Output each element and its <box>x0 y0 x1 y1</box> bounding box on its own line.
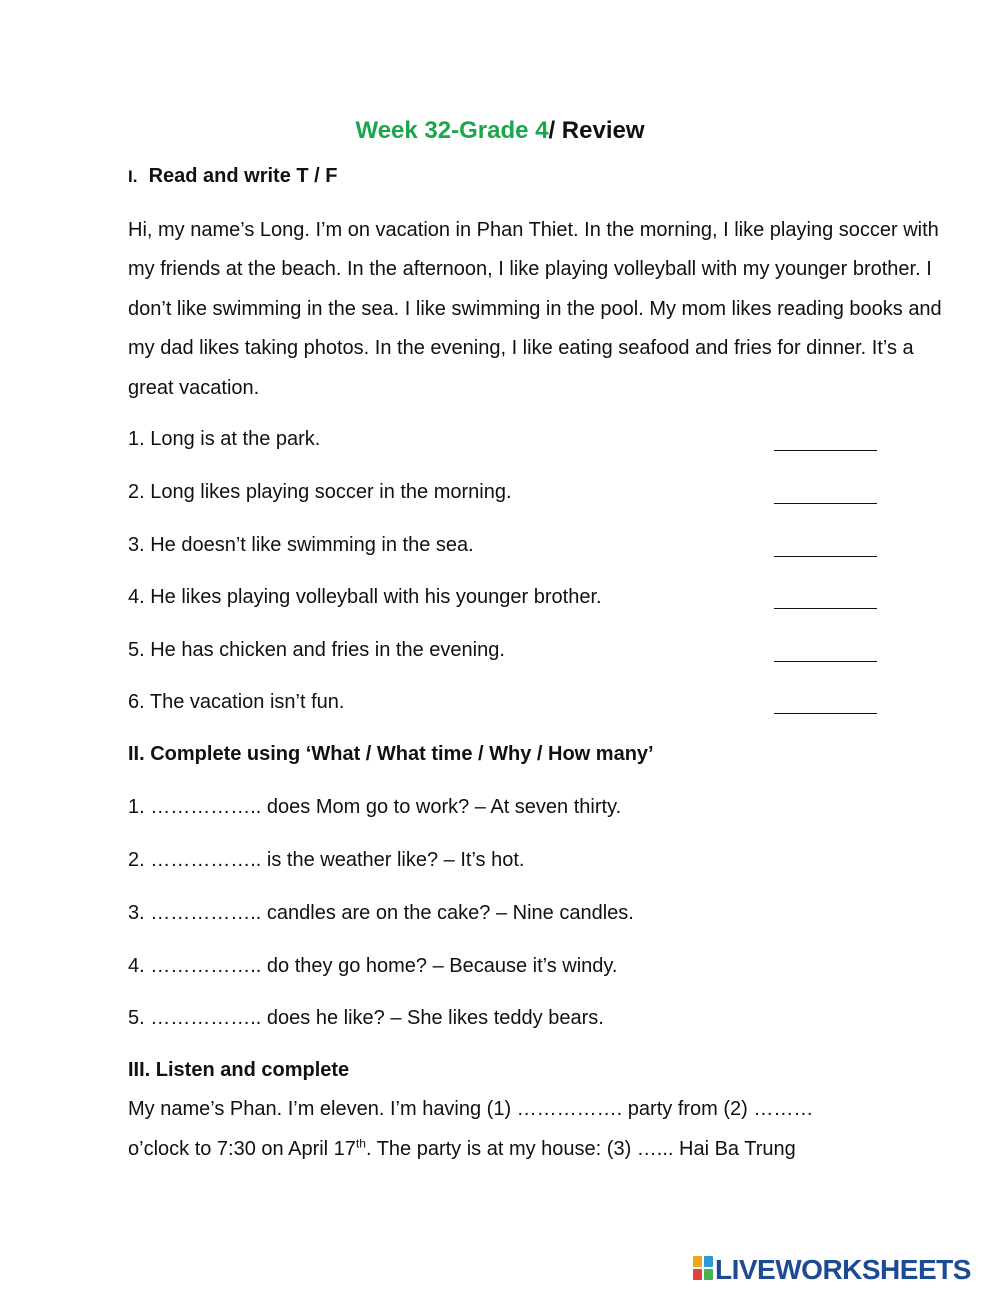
tf-answer-blank-4[interactable] <box>774 608 877 609</box>
section-1-number: I. <box>128 167 138 186</box>
question-item-2: 2. …………….. is the weather like? – It’s hot. <box>128 849 525 871</box>
listening-line-2-end: . The party is at my house: (3) …... Hai Ba Trung <box>365 1138 796 1160</box>
liveworksheets-logo-icon <box>693 1256 713 1280</box>
tf-statement-1: 1. Long is at the park. <box>128 428 321 450</box>
question-item-4: 4. …………….. do they go home? – Because it’s windy. <box>128 955 618 977</box>
tf-answer-blank-1[interactable] <box>774 450 877 451</box>
listening-line-1: My name’s Phan. I’m eleven. I’m having (1) ……………. party from (2) ……… <box>128 1098 814 1120</box>
listening-line-2-start: o’clock to 7:30 on April 17 <box>128 1138 356 1160</box>
tf-statement-5: 5. He has chicken and fries in the evening. <box>128 639 505 661</box>
question-item-1: 1. …………….. does Mom go to work? – At seven thirty. <box>128 796 622 818</box>
listening-line-2 <box>128 1138 796 1161</box>
tf-statement-2: 2. Long likes playing soccer in the morning. <box>128 481 512 503</box>
date-suffix: th <box>355 1136 366 1151</box>
section-1-heading <box>128 165 338 188</box>
worksheet-title <box>0 117 1000 145</box>
liveworksheets-logo-text: LIVEWORKSHEETS <box>715 1254 971 1285</box>
reading-passage: Hi, my name’s Long. I’m on vacation in Phan Thiet. In the morning, I like playing soccer with my friends at the beach. In the afternoon, I like playing volleyball with my younger brother. I don’t like swimming in the sea. I like swimming in the pool. My mom likes reading books and my dad likes taking photos. In the evening, I like eating seafood and fries for dinner. It’s a great vacation. <box>128 219 942 399</box>
section-1-title: Read and write T / F <box>148 165 338 187</box>
tf-statement-4: 4. He likes playing volleyball with his younger brother. <box>128 586 602 608</box>
tf-answer-blank-5[interactable] <box>774 661 877 662</box>
tf-answer-blank-3[interactable] <box>774 556 877 557</box>
tf-answer-blank-6[interactable] <box>774 713 877 714</box>
section-3-heading: III. Listen and complete <box>128 1059 350 1081</box>
title-review: / Review <box>548 117 645 144</box>
title-week-grade: Week 32-Grade 4 <box>355 117 549 144</box>
tf-answer-blank-2[interactable] <box>774 503 877 504</box>
section-2-heading: II. Complete using ‘What / What time / Why / How many’ <box>128 743 654 765</box>
tf-statement-6: 6. The vacation isn’t fun. <box>128 691 345 713</box>
question-item-3: 3. …………….. candles are on the cake? – Nine candles. <box>128 902 634 924</box>
tf-statement-3: 3. He doesn’t like swimming in the sea. <box>128 534 474 556</box>
question-item-5: 5. …………….. does he like? – She likes teddy bears. <box>128 1007 604 1029</box>
